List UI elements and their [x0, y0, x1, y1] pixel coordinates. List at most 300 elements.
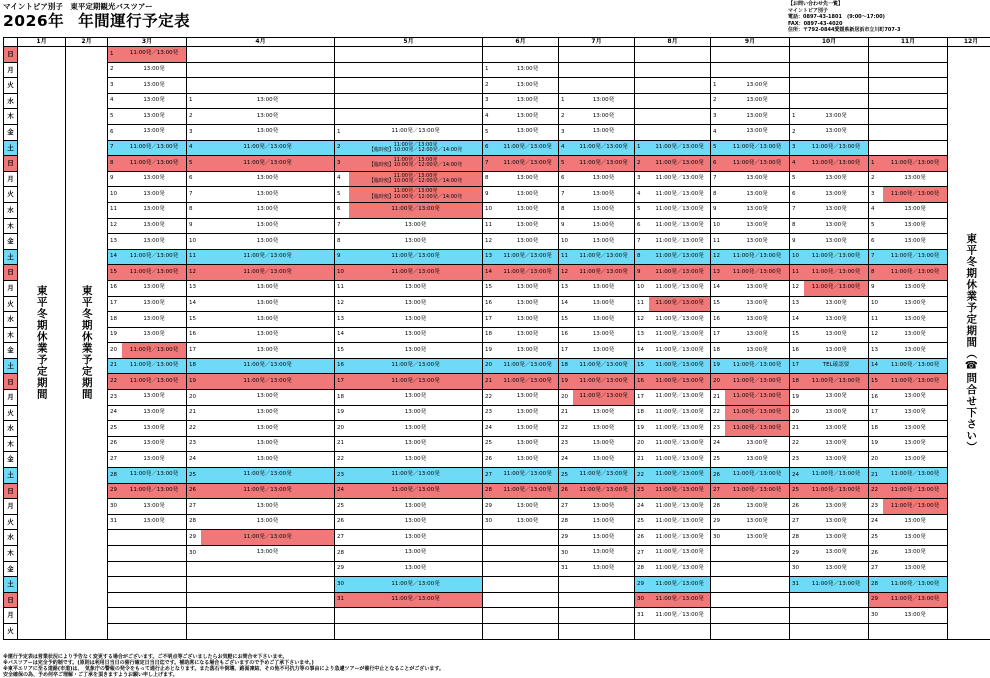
day-cell — [559, 281, 635, 297]
weekday-cell: 月 — [4, 172, 18, 188]
day-cell — [483, 47, 559, 63]
weekday-cell: 火 — [4, 78, 18, 94]
day-number: 12 — [485, 237, 492, 244]
day-number: 27 — [871, 565, 878, 572]
day-cell — [108, 359, 187, 375]
day-number: 25 — [485, 440, 492, 447]
day-number: 15 — [871, 378, 878, 385]
departure-times: 11:00発／13:00発 — [655, 143, 704, 150]
day-number: 18 — [485, 331, 492, 338]
day-cell — [635, 343, 711, 359]
day-number: 4 — [110, 97, 114, 104]
day-cell — [187, 109, 335, 125]
departure-times: 11:00発／13:00発 — [890, 362, 940, 369]
departure-times: 11:00発／13:00発 — [655, 206, 704, 213]
weekday-cell: 水 — [4, 203, 18, 219]
departure-times: 11:00発／13:00発 — [890, 377, 940, 384]
departure-times: 11:00発／13:00発 — [655, 377, 704, 384]
day-number: 6 — [792, 190, 796, 197]
day-number: 26 — [337, 518, 344, 525]
day-number: 1 — [561, 97, 565, 104]
day-number: 15 — [189, 315, 196, 322]
departure-times: 11:00発／13:00発 — [503, 159, 552, 166]
day-cell — [711, 515, 790, 531]
day-cell — [790, 546, 869, 562]
day-cell — [187, 515, 335, 531]
day-number: 4 — [713, 128, 717, 135]
day-number: 10 — [561, 237, 568, 244]
day-number: 26 — [561, 487, 568, 494]
weekday-cell: 木 — [4, 219, 18, 235]
day-number: 10 — [189, 237, 196, 244]
departure-times: 11:00発／13:00発 — [243, 159, 292, 166]
departure-times: 13:00発 — [746, 502, 768, 509]
day-cell — [187, 94, 335, 110]
departure-times: 11:00発／13:00発 — [391, 268, 440, 275]
day-number: 8 — [713, 190, 717, 197]
departure-times: 13:00発 — [825, 455, 847, 462]
month-header: 8月 — [635, 38, 711, 47]
day-cell — [483, 452, 559, 468]
departure-times: 13:00発 — [592, 518, 615, 525]
day-cell — [335, 328, 483, 344]
day-cell — [711, 593, 790, 609]
departure-times: 11:00発／13:00発 — [890, 253, 940, 260]
departure-times: 13:00発 — [746, 440, 768, 447]
day-number: 18 — [637, 409, 644, 416]
day-cell — [187, 374, 335, 390]
day-cell — [335, 374, 483, 390]
departure-times: 13:00発 — [825, 206, 847, 213]
day-number: 8 — [485, 175, 489, 182]
day-number: 12 — [713, 253, 720, 260]
day-number: 19 — [485, 346, 492, 353]
departure-times: 13:00発 — [746, 97, 768, 104]
day-cell — [790, 593, 869, 609]
weekday-cell: 月 — [4, 499, 18, 515]
day-cell — [559, 343, 635, 359]
day-cell — [869, 94, 948, 110]
departure-times: 13:00発 — [256, 393, 279, 400]
day-number: 14 — [110, 253, 117, 260]
departure-times: 11:00発／13:00発 — [655, 409, 704, 416]
closed-period-jan — [18, 47, 66, 640]
day-cell — [335, 94, 483, 110]
day-number: 31 — [792, 580, 799, 587]
day-number: 17 — [713, 331, 720, 338]
departure-times: 13:00発 — [746, 331, 768, 338]
day-number: 14 — [189, 300, 196, 307]
day-number: 25 — [871, 533, 878, 540]
day-number: 28 — [792, 533, 799, 540]
day-cell — [635, 141, 711, 157]
day-cell — [711, 499, 790, 515]
day-cell — [187, 608, 335, 624]
corner-header — [4, 38, 18, 47]
day-number: 27 — [637, 549, 644, 556]
day-number: 4 — [485, 112, 489, 119]
day-cell — [187, 499, 335, 515]
departure-times: 13:00発 — [825, 175, 847, 182]
day-cell — [559, 297, 635, 313]
departure-times: 13:00発 — [256, 112, 279, 119]
departure-times: 13:00発 — [404, 299, 427, 306]
day-cell — [108, 47, 187, 63]
day-cell — [187, 577, 335, 593]
day-number: 3 — [337, 159, 341, 166]
departure-times: 11:00発／13:00発 — [391, 471, 440, 478]
day-number: 7 — [337, 222, 341, 229]
departure-times: 13:00発 — [746, 81, 768, 88]
departure-times: 11:00発／13:00発 — [243, 253, 292, 260]
departure-times: 11:00発／13:00発 — [890, 471, 940, 478]
day-cell — [635, 219, 711, 235]
departure-times: 13:00発 — [256, 299, 279, 306]
day-cell — [790, 499, 869, 515]
departure-times: 11:00発／13:00発 — [655, 580, 704, 587]
day-number: 19 — [561, 378, 568, 385]
day-number: 23 — [110, 393, 117, 400]
day-cell — [869, 437, 948, 453]
departure-times: 13:00発 — [592, 97, 615, 104]
day-number: 13 — [792, 300, 799, 307]
day-cell — [335, 172, 483, 188]
day-number: 24 — [189, 455, 196, 462]
day-cell — [635, 63, 711, 79]
day-number: 10 — [637, 284, 644, 291]
day-cell — [108, 624, 187, 640]
day-number: 5 — [110, 112, 114, 119]
day-number: 6 — [713, 159, 717, 166]
departure-times: 13:00発 — [256, 128, 279, 135]
departure-times: 11:00発／13:00発 — [243, 143, 292, 150]
departure-times: 13:00発 — [516, 315, 539, 322]
closed-label: 東平冬期休業予定期間 — [80, 285, 93, 401]
day-number: 29 — [189, 533, 196, 540]
departure-times: 13:00発 — [825, 112, 847, 119]
departure-times: 13:00発 — [404, 409, 427, 416]
weekday-cell: 火 — [4, 406, 18, 422]
day-cell — [187, 406, 335, 422]
day-number: 24 — [637, 502, 644, 509]
day-number: 12 — [561, 268, 568, 275]
day-cell — [869, 141, 948, 157]
departure-times: 13:00発 — [404, 393, 427, 400]
departure-times: 13:00発 — [516, 331, 539, 338]
day-cell — [711, 390, 790, 406]
day-number: 19 — [189, 378, 196, 385]
day-cell — [869, 187, 948, 203]
departure-times: 13:00発 — [404, 237, 427, 244]
day-cell — [869, 312, 948, 328]
day-cell — [635, 203, 711, 219]
departure-times: 11:00発／13:00発 — [655, 159, 704, 166]
departure-times: 11:00発／13:00発 — [391, 596, 440, 603]
departure-times: 13:00発 — [746, 206, 768, 213]
day-number: 23 — [871, 502, 878, 509]
day-number: 3 — [561, 128, 565, 135]
contact-line: FAX：0897-43-4020 — [788, 20, 843, 27]
departure-times: 11:00発／13:00発 — [129, 253, 179, 260]
departure-times: 11:00発／13:00発 — [890, 596, 940, 603]
day-number: 25 — [110, 424, 117, 431]
day-number: 26 — [637, 533, 644, 540]
day-cell — [869, 125, 948, 141]
day-number: 26 — [485, 455, 492, 462]
day-cell — [711, 374, 790, 390]
departure-times: 11:00発／13:00発 — [655, 533, 704, 540]
weekday-cell: 土 — [4, 250, 18, 266]
day-number: 31 — [110, 518, 117, 525]
day-cell — [483, 593, 559, 609]
day-number: 18 — [871, 424, 878, 431]
departure-times: 13:00発 — [592, 565, 615, 571]
day-cell — [635, 374, 711, 390]
day-cell — [711, 281, 790, 297]
day-number: 17 — [561, 346, 568, 353]
departure-times: 13:00発 — [592, 221, 615, 228]
day-cell — [869, 484, 948, 500]
departure-times: 13:00発 — [143, 97, 165, 104]
day-cell — [108, 203, 187, 219]
day-number: 12 — [189, 268, 196, 275]
day-number: 16 — [485, 300, 492, 307]
departure-times: 13:00発 — [825, 533, 847, 540]
day-cell — [335, 109, 483, 125]
subtitle: マイントピア別子 東平定期観光バスツアー — [3, 2, 153, 11]
day-number: 24 — [485, 424, 492, 431]
day-cell — [869, 608, 948, 624]
day-number: 21 — [871, 471, 878, 478]
day-cell — [559, 437, 635, 453]
day-number: 1 — [637, 144, 641, 151]
day-number: 30 — [792, 565, 799, 572]
day-cell — [335, 156, 483, 172]
day-number: 6 — [189, 175, 193, 182]
day-number: 2 — [337, 144, 341, 151]
day-number: 29 — [871, 596, 878, 603]
day-cell — [711, 94, 790, 110]
departure-times: 13:00発 — [404, 315, 427, 322]
day-number: 9 — [337, 253, 341, 260]
day-number: 10 — [792, 253, 799, 260]
day-cell — [559, 593, 635, 609]
day-cell — [483, 608, 559, 624]
departure-times: 13:00発 — [825, 128, 847, 135]
day-cell — [187, 593, 335, 609]
day-cell — [187, 452, 335, 468]
day-cell — [711, 141, 790, 157]
departure-times: 13:00発 — [746, 284, 768, 291]
day-number: 4 — [871, 206, 875, 213]
day-cell — [635, 94, 711, 110]
day-cell — [483, 359, 559, 375]
departure-times: 11:00発／13:00発 — [655, 565, 704, 571]
day-cell — [108, 374, 187, 390]
day-cell — [108, 78, 187, 94]
day-number: 22 — [337, 455, 344, 462]
day-number: 2 — [792, 128, 796, 135]
departure-times: 13:00発 — [746, 518, 768, 525]
contact-line: マイントピア別子 — [788, 7, 828, 14]
day-number: 2 — [637, 159, 641, 166]
day-number: 26 — [110, 440, 117, 447]
departure-times: 11:00発／13:00発 — [655, 362, 704, 369]
day-cell — [869, 593, 948, 609]
weekday-cell: 木 — [4, 437, 18, 453]
departure-times: 11:00発／13:00発 — [503, 268, 552, 275]
departure-times: 11:00発／13:00発 — [732, 253, 782, 260]
departure-times: 11:00発／13:00発 — [243, 362, 292, 369]
day-number: 10 — [485, 206, 492, 213]
day-cell — [187, 624, 335, 640]
day-cell — [483, 297, 559, 313]
day-number: 5 — [792, 175, 796, 182]
weekday-cell: 火 — [4, 515, 18, 531]
day-cell — [108, 297, 187, 313]
day-cell — [187, 265, 335, 281]
day-cell — [635, 281, 711, 297]
day-number: 8 — [637, 253, 641, 260]
day-cell — [869, 421, 948, 437]
day-cell — [711, 484, 790, 500]
day-cell — [108, 109, 187, 125]
day-number: 5 — [713, 144, 717, 151]
departure-times: 11:00発／13:00発 — [890, 159, 940, 166]
day-cell — [635, 250, 711, 266]
day-cell — [790, 390, 869, 406]
day-cell — [869, 234, 948, 250]
day-number: 16 — [561, 331, 568, 338]
departure-times: 13:00発 — [904, 565, 926, 571]
weekday-cell: 金 — [4, 125, 18, 141]
departure-times: 11:00発／13:00発 — [811, 580, 861, 587]
departure-times: 11:00発／13:00発 — [503, 253, 552, 260]
day-number: 30 — [189, 549, 196, 556]
departure-times: 11:00発／13:00発 — [129, 362, 179, 369]
departure-times: 11:00発／13:00発 — [890, 580, 940, 587]
day-number: 7 — [713, 175, 717, 182]
departure-times: 11:00発／13:00発 — [811, 268, 861, 275]
day-cell — [869, 63, 948, 79]
day-cell — [790, 577, 869, 593]
day-cell — [187, 78, 335, 94]
day-number: 13 — [189, 284, 196, 291]
day-cell — [187, 63, 335, 79]
day-number: 1 — [871, 159, 875, 166]
day-cell — [635, 608, 711, 624]
day-cell — [335, 63, 483, 79]
departure-times: 11:00発／13:00発 — [391, 253, 440, 260]
departure-times: TEL確認要 — [822, 362, 850, 369]
closed-label: 東平冬期休業予定期間 — [35, 285, 48, 401]
day-number: 3 — [792, 144, 796, 151]
departure-times: 11:00発／13:00発 — [122, 343, 186, 358]
day-number: 13 — [713, 268, 720, 275]
day-number: 6 — [561, 175, 565, 182]
departure-times: 11:00発／13:00発 — [655, 611, 704, 618]
day-cell — [559, 47, 635, 63]
day-cell — [187, 234, 335, 250]
departure-times: 13:00発 — [516, 455, 539, 462]
day-number: 11 — [337, 284, 344, 291]
day-cell — [483, 187, 559, 203]
departure-times: 13:00発 — [143, 221, 165, 228]
day-cell — [108, 141, 187, 157]
day-number: 20 — [637, 440, 644, 447]
day-cell — [483, 141, 559, 157]
day-number: 19 — [792, 393, 799, 400]
day-cell — [711, 47, 790, 63]
departure-times: 11:00発／13:00発 — [579, 377, 628, 384]
departure-times: 11:00発／13:00発 — [349, 203, 482, 218]
departure-times: 11:00発／13:00発 — [732, 362, 782, 369]
day-cell — [635, 499, 711, 515]
day-cell — [790, 437, 869, 453]
day-cell — [187, 390, 335, 406]
departure-times: 13:00発 — [256, 331, 279, 338]
day-number: 18 — [337, 393, 344, 400]
title-label: 年間運行予定表 — [78, 12, 191, 30]
day-number: 22 — [792, 440, 799, 447]
day-cell — [711, 125, 790, 141]
day-cell — [108, 468, 187, 484]
departure-times: 13:00発 — [143, 284, 165, 291]
day-cell — [108, 312, 187, 328]
day-cell — [711, 577, 790, 593]
day-cell — [869, 452, 948, 468]
day-cell — [869, 47, 948, 63]
day-number: 31 — [561, 565, 568, 572]
departure-times: 13:00発 — [404, 424, 427, 431]
departure-times: 11:00発／13:00発 — [655, 518, 704, 525]
day-cell — [187, 125, 335, 141]
day-number: 28 — [561, 518, 568, 525]
day-number: 22 — [110, 378, 117, 385]
departure-times: 13:00発 — [256, 424, 279, 431]
day-cell — [711, 156, 790, 172]
departure-times: 13:00発 — [256, 175, 279, 182]
day-cell — [335, 608, 483, 624]
departure-times: 13:00発 — [516, 237, 539, 244]
day-cell — [559, 577, 635, 593]
departure-times: 13:00発 — [143, 502, 165, 509]
day-number: 5 — [637, 206, 641, 213]
day-cell — [335, 265, 483, 281]
day-cell — [559, 499, 635, 515]
day-cell — [187, 172, 335, 188]
month-header: 10月 — [790, 38, 869, 47]
weekday-cell: 土 — [4, 141, 18, 157]
day-number: 25 — [337, 502, 344, 509]
departure-times: 11:00発／13:00発 — [122, 47, 186, 62]
day-cell — [635, 546, 711, 562]
departure-times: 13:00発 — [904, 549, 926, 556]
day-number: 23 — [485, 409, 492, 416]
departure-times: 13:00発 — [592, 424, 615, 431]
day-cell — [790, 265, 869, 281]
day-number: 15 — [637, 362, 644, 369]
departure-times: 13:00発 — [143, 81, 165, 88]
day-number: 30 — [110, 502, 117, 509]
weekday-cell: 火 — [4, 624, 18, 640]
day-number: 11 — [871, 315, 878, 322]
day-number: 10 — [337, 268, 344, 275]
day-cell — [711, 468, 790, 484]
departure-times: 13:00発 — [516, 393, 539, 400]
day-number: 2 — [189, 112, 193, 119]
day-cell — [559, 546, 635, 562]
